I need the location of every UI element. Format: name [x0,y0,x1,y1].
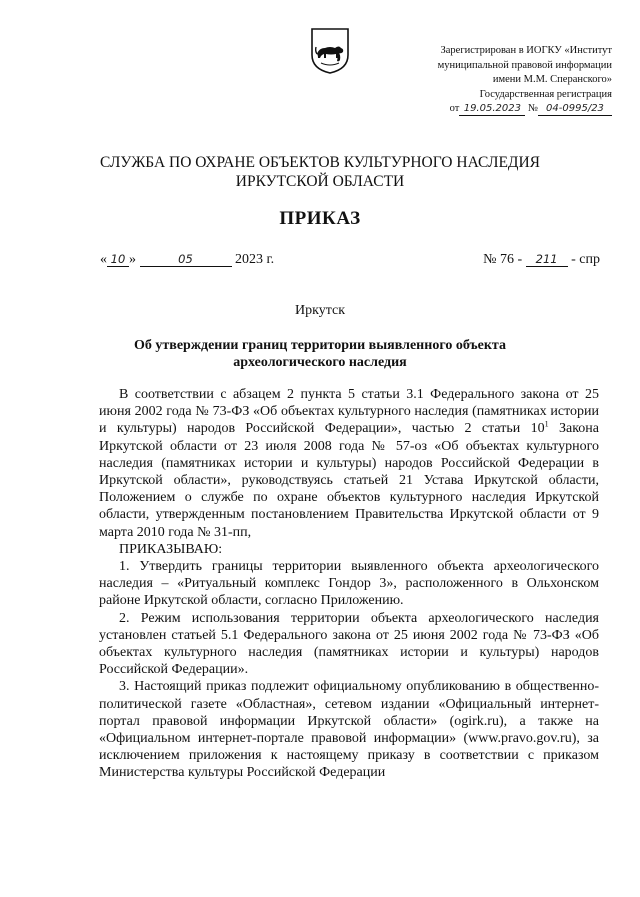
preamble-part-1: В соответствии с абзацем 2 пункта 5 статьи 3.1 Федерального закона от 25 июня 2002 года № 73-ФЗ «Об объектах культурного наследия (памятниках истории и культуры) народов Российской Федерации», частью 2 статьи 10 [99,387,599,437]
order-item-2: 2. Режим использования территории объекта археологического наследия установлен статьей 5.1 Федерального закона от 25 июня 2002 года № 73-ФЗ «Об объектах культурного наследия (памятниках истории и культуры) народов Российской Федерации». [99,610,599,678]
preamble-superscript: 1 [544,419,549,429]
preamble-paragraph [99,386,599,541]
date-close-quote: » [129,252,136,267]
preamble-part-2: Закона Иркутской области от 23 июля 2008 года № 57-оз «Об объектах культурного наследия (памятниках истории и культуры) народов Российской Федерации в Иркутской области», руководствуясь статьей 21 Устава Иркутской области, Положением о службе по охране объектов культурного наследия Иркутской области, утвержденным постановлением Правительства Иркутской области от 9 марта 2010 года № 31-пп, [99,421,600,540]
order-date [100,252,274,268]
order-body [99,386,599,782]
number-dash: - [517,252,523,267]
agency-name-line-1: СЛУЖБА ПО ОХРАНЕ ОБЪЕКТОВ КУЛЬТУРНОГО НАСЛЕДИЯ [99,154,541,171]
order-item-3: 3. Настоящий приказ подлежит официальному опубликованию в общественно-политической газете «Областная», сетевом издании «Официальный интернет-портал правовой информации Иркутской области» (ogirk.ru), а также на «Официальном интернет-портале правовой информации» (www.pravo.gov.ru), за исключением приложения к настоящему приказу в соответствии с приказом Министерства культуры Российской Федерации [99,679,599,781]
number-suffix: - спр [571,252,600,267]
registration-line-1: Зарегистрирован в ИОГКУ «Институт [440,45,612,56]
date-year: 2023 г. [235,252,275,267]
registration-number-line [412,102,612,117]
number-handwritten: 211 [526,252,568,267]
date-open-quote: « [100,252,107,267]
registration-from-label: от [449,103,460,115]
registration-line-2: муниципальной правовой информации [437,59,612,71]
city-name: Иркутск [294,303,346,318]
registration-date: 19.05.2023 [459,103,525,116]
order-word: ПРИКАЗЫВАЮ: [119,541,223,557]
date-month: 05 [140,252,232,267]
date-day: 10 [107,252,129,267]
registration-number: 04-0995/23 [538,103,612,116]
order-title: ПРИКАЗ [279,208,361,229]
number-prefix: № 76 [483,252,514,267]
agency-name [60,153,580,191]
subject-line-1: Об утверждении границ территории выявленного объекта [134,338,506,353]
coat-of-arms-icon [310,27,350,75]
order-subject [120,337,520,371]
registration-line-3: имени М.М. Сперанского» [492,74,612,86]
order-number [483,252,600,268]
registration-stamp [412,44,612,117]
agency-name-line-2: ИРКУТСКОЙ ОБЛАСТИ [235,173,405,190]
subject-line-2: археологического наследия [233,355,407,370]
registration-line-4: Государственная регистрация [479,88,612,100]
registration-no-label: № [527,103,538,115]
order-item-1: 1. Утвердить границы территории выявленного объекта археологического наследия – «Ритуальный комплекс Гондор 3», расположенного в Ольхонском районе Иркутской области, согласно Приложению. [99,559,599,609]
